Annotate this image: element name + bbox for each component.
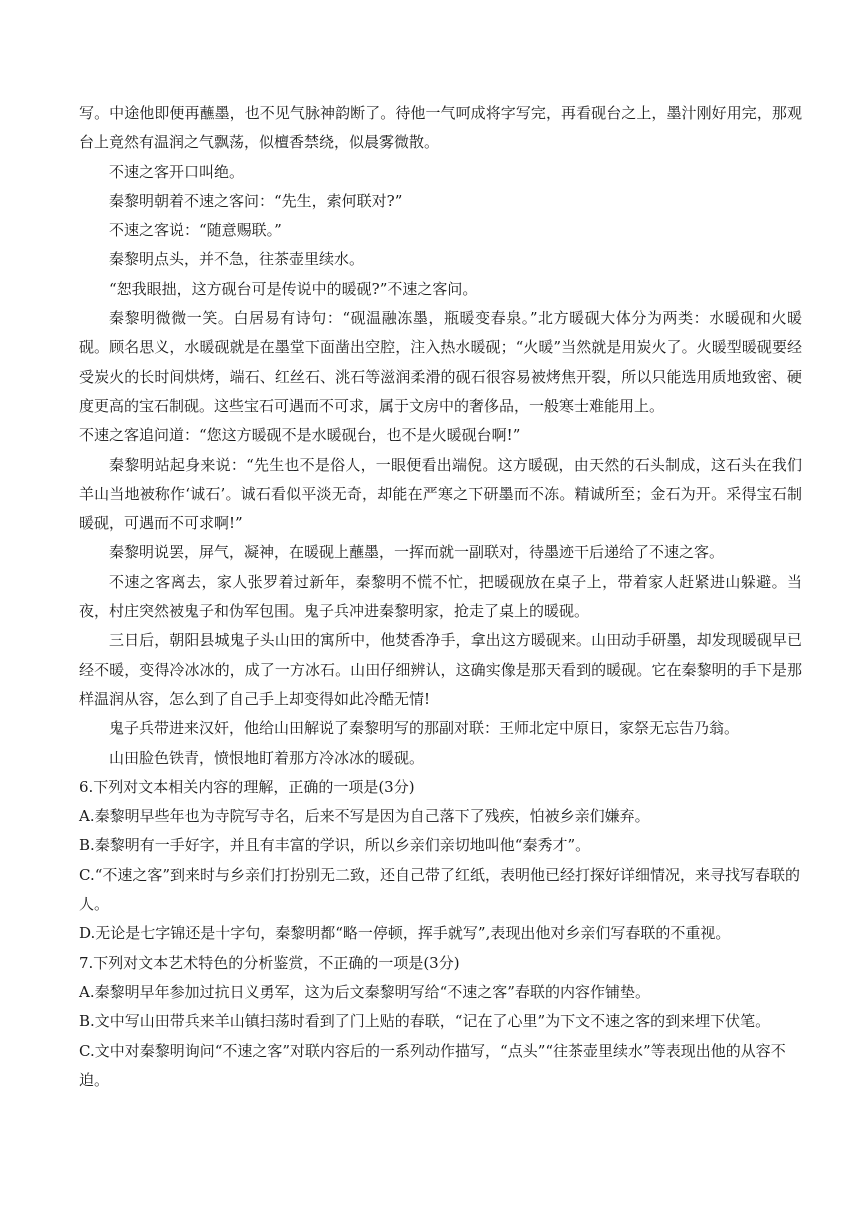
question-6 [79, 773, 802, 949]
paragraph: 秦黎明朝着不速之客问：“先生，索何联对?” [109, 191, 403, 210]
paragraph: 秦黎明点头，并不急，往茶壶里续水。 [109, 250, 365, 269]
option-a: A.秦黎明早年参加过抗日义勇军，这为后文秦黎明写给“不速之客”春联的内容作铺垫。 [79, 982, 650, 1001]
paragraph: 不速之客追问道：“您这方暖砚不是水暖砚台，也不是火暖砚台啊!” [79, 426, 521, 445]
paragraph: 三日后，朝阳县城鬼子头山田的寓所中，他焚香净手，拿出这方暖砚来。山田动手研墨，却发现暖砚早已经不暖，变得冷冰冰的，成了一方冰石。山田仔细辨认，这确实像是那天看到的暖砚。它在秦黎明的手下是那样温润从容，怎么到了自己手上却变得如此冷酷无情! [79, 631, 802, 708]
question-stem: 6.下列对文本相关内容的理解，正确的一项是(3分) [79, 777, 415, 796]
option-a: A.秦黎明早些年也为寺院写寺名，后来不写是因为自己落下了残疾，怕被乡亲们嫌弃。 [79, 807, 650, 826]
option-b: B.秦黎明有一手好字，并且有丰富的学识，所以乡亲们亲切地叫他“秦秀才”。 [79, 836, 591, 855]
question-stem: 7.下列对文本艺术特色的分析鉴赏，不正确的一项是(3分) [79, 953, 460, 972]
paragraph: 秦黎明微微一笑。白居易有诗句：“砚温融冻墨，瓶暖变春泉。”北方暖砚大体分为两类：水暖砚和火暖砚。顾名思义，水暖砚就是在墨堂下面凿出空腔，注入热水暖砚；“火暖”当然就是用炭火了。火暖型暖砚要经受炭火的长时间烘烤，端石、红丝石、洮石等滋润柔滑的砚石很容易被烤焦开裂，所以只能选用质地致密、硬度更高的宝石制砚。这些宝石可遇而不可求，属于文房中的奢侈品，一般寒士难能用上。 [79, 309, 802, 415]
story-text [79, 99, 802, 773]
paragraph: 不速之客离去，家人张罗着过新年，秦黎明不慌不忙，把暖砚放在桌子上，带着家人赶紧进山躲避。当夜，村庄突然被鬼子和伪军包围。鬼子兵冲进秦黎明家，抢走了桌上的暖砚。 [79, 572, 802, 621]
paragraph: 鬼子兵带进来汉奸，他给山田解说了秦黎明写的那副对联：王师北定中原日，家祭无忘告乃翁。 [109, 719, 740, 738]
option-d: D.无论是七字锦还是十字句，秦黎明都“略一停顿，挥手就写”,表现出他对乡亲们写春联的不重视。 [79, 924, 731, 943]
option-b: B.文中写山田带兵来羊山镇扫荡时看到了门上贴的春联，“记在了心里”为下文不速之客的到来埋下伏笔。 [79, 1012, 771, 1031]
paragraph: 秦黎明说罢，屏气，凝神，在暖砚上蘸墨，一挥而就一副联对，待墨迹干后递给了不速之客。 [109, 543, 725, 562]
option-c: C.“不速之客”到来时与乡亲们打扮别无二致，还自己带了红纸，表明他已经打探好详细情况，来寻找写春联的人。 [79, 865, 801, 914]
option-c: C.文中对秦黎明询问“不速之客”对联内容后的一系列动作描写，“点头”“往茶壶里续水”等表现出他的从容不迫。 [79, 1041, 786, 1089]
paragraph: 写。中途他即便再蘸墨，也不见气脉神韵断了。待他一气呵成将字写完，再看砚台之上，墨汁刚好用完，那观台上竟然有温润之气飘荡，似檀香禁绕，似晨雾微散。 [79, 104, 802, 152]
question-7 [79, 949, 802, 1095]
paragraph: 不速之客说：“随意赐联。” [109, 221, 282, 240]
paragraph: 山田脸色铁青，愤恨地盯着那方冷冰冰的暖砚。 [109, 748, 425, 767]
paragraph: 不速之客开口叫绝。 [109, 162, 245, 181]
paragraph: “恕我眼拙，这方砚台可是传说中的暖砚?”不速之客问。 [109, 279, 478, 298]
paragraph: 秦黎明站起身来说：“先生也不是俗人，一眼便看出端倪。这方暖砚，由天然的石头制成，这石头在我们羊山当地被称作‘诚石’。诚石看似平淡无奇，却能在严寒之下研墨而不冻。精诚所至；金石为开。采得宝石制暖砚，可遇而不可求啊!” [79, 455, 802, 533]
